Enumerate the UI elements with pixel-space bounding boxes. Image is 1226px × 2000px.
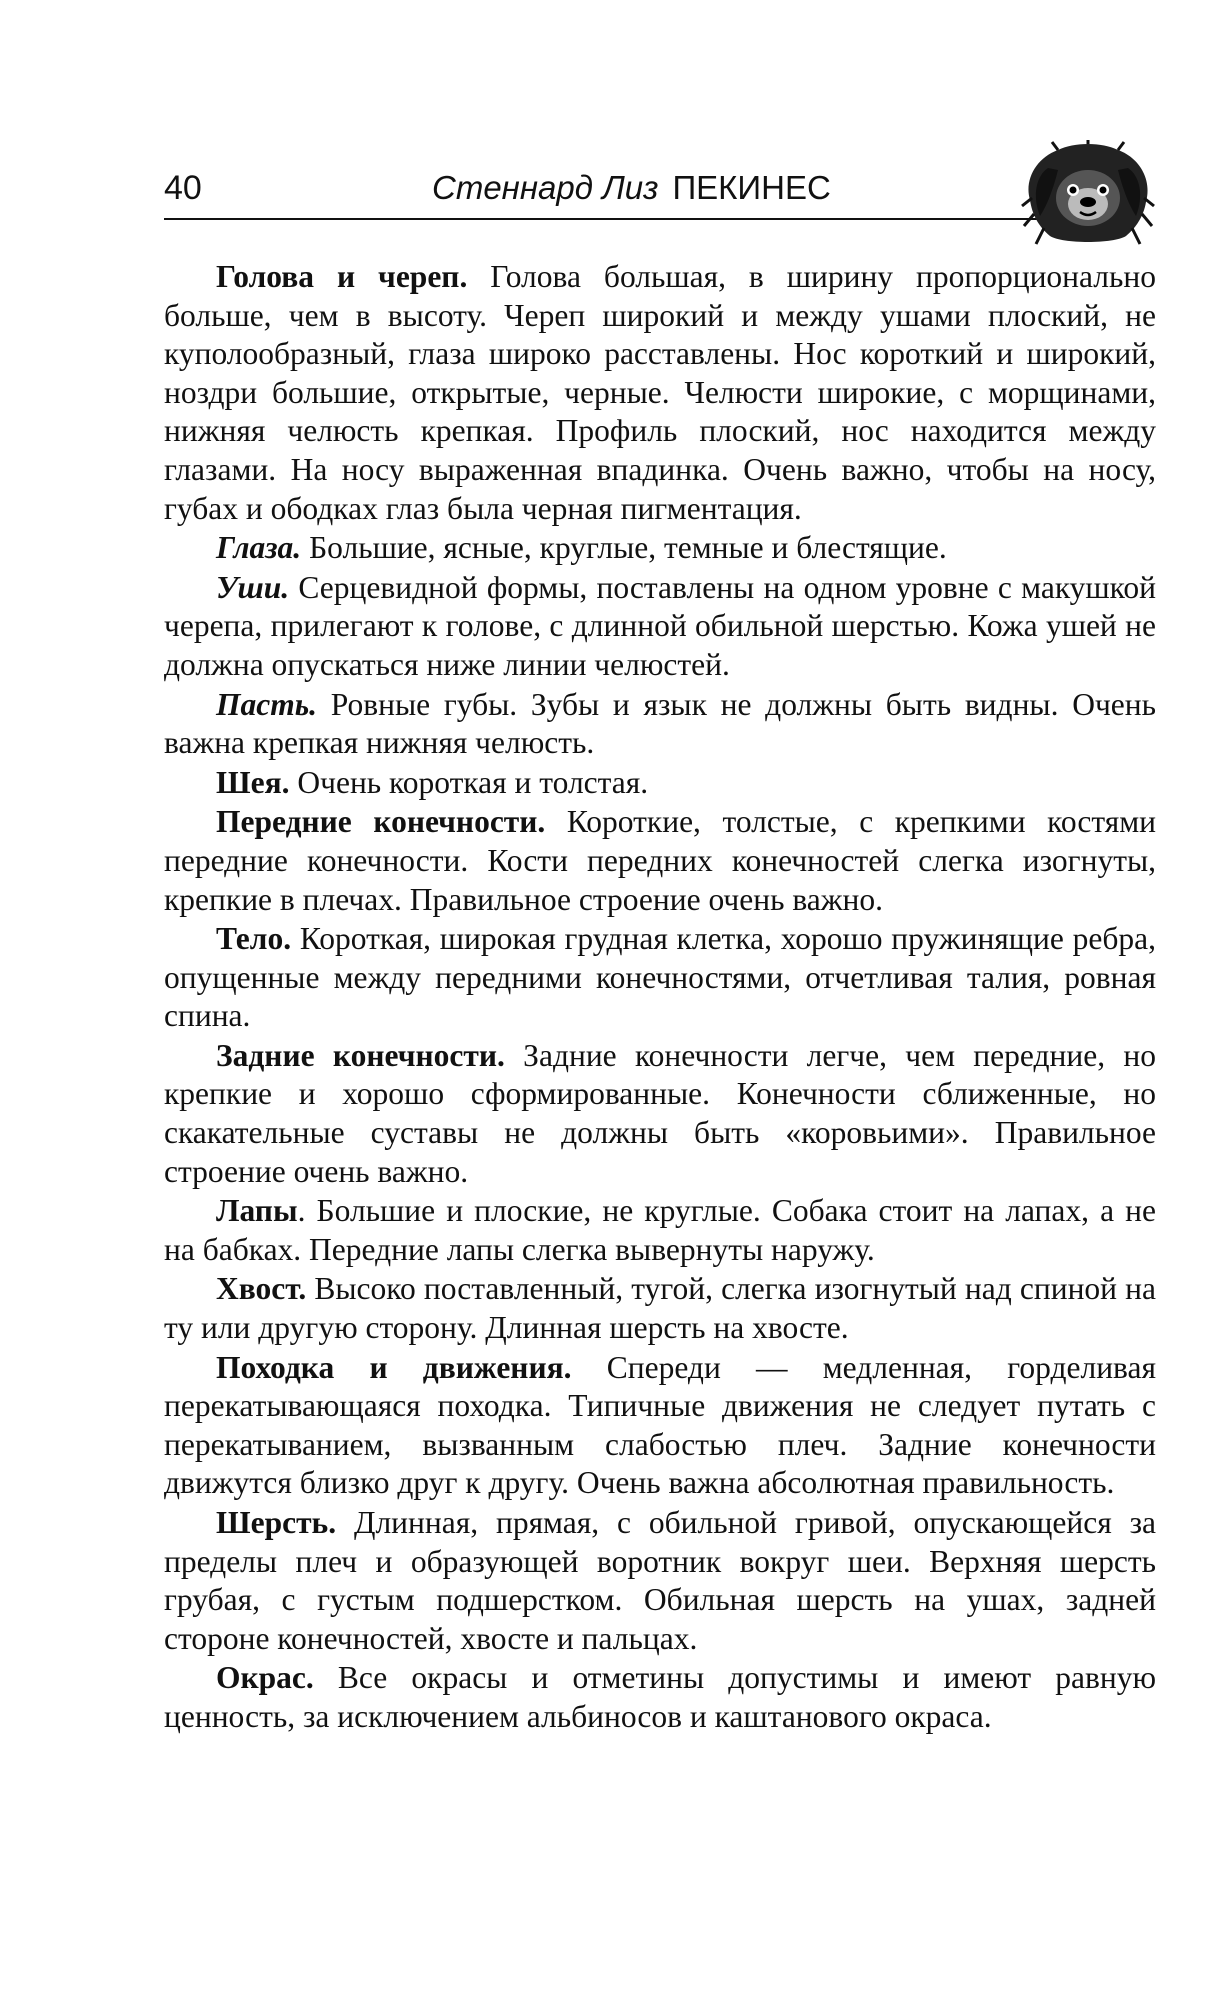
paragraph-text: Серцевидной формы, поставлены на одном уровне с макушкой черепа, прилегают к голове, с длинной обильной шерстью. Кожа ушей не должна опускаться ниже линии челюстей. — [164, 569, 1156, 682]
paragraph-term: Глаза. — [216, 530, 302, 566]
pekingese-head-icon — [1018, 140, 1158, 248]
paragraph-term: Походка и движения. — [216, 1349, 572, 1385]
standard-paragraph — [164, 686, 1156, 763]
book-title: ПЕКИНЕС — [672, 169, 831, 206]
standard-paragraph — [164, 1037, 1156, 1191]
paragraph-term: Хвост. — [216, 1271, 307, 1307]
paragraph-text: Задние конечности легче, чем передние, но крепкие и хорошо сформированные. Конечности сближенные, но скакательные суставы не должны быть «коровьими». Правильное строение очень важно. — [164, 1037, 1156, 1189]
paragraph-term: Передние конечности. — [216, 804, 546, 840]
paragraph-text: . Большие и плоские, не круглые. Собака стоит на лапах, а не на бабках. Передние лапы слегка вывернуты наружу. — [164, 1193, 1156, 1267]
paragraph-text: Длинная, прямая, с обильной гривой, опускающейся за пределы плеч и образующей воротник вокруг шеи. Верхняя шерсть грубая, с густым подшерстком. Обильная шерсть на ушах, задней стороне конечностей, хвосте и пальцах. — [164, 1505, 1156, 1656]
standard-paragraph — [164, 920, 1156, 1036]
paragraph-term: Шея. — [216, 764, 290, 800]
paragraph-text: Очень короткая и толстая. — [289, 764, 649, 800]
standard-paragraph — [164, 529, 1156, 568]
page-number: 40 — [164, 169, 202, 207]
paragraph-term: Задние конечности. — [216, 1037, 505, 1073]
paragraph-text: Короткие, толстые, с крепкими костями передние конечности. Кости передних конечностей слегка изогнуты, крепкие в плечах. Правильное строение очень важно. — [164, 804, 1156, 917]
paragraph-text: Короткая, широкая грудная клетка, хорошо пружинящие ребра, опущенные между передними конечностями, отчетливая талия, ровная спина. — [164, 921, 1156, 1034]
standard-paragraph — [164, 1659, 1156, 1736]
paragraph-text: Голова большая, в ширину пропорционально больше, чем в высоту. Череп широкий и между ушами плоский, не куполообразный, глаза широко расставлены. Нос короткий и широкий, ноздри большие, открытые, черные. Челюсти широкие, с морщинами, нижняя челюсть крепкая. Профиль плоский, нос находится между глазами. На носу выраженная впадинка. Очень важно, чтобы на носу, губах и ободках глаз была черная пигментация. — [164, 259, 1156, 526]
standard-paragraph — [164, 569, 1156, 685]
paragraph-term: Уши. — [216, 569, 290, 605]
paragraph-term: Голова и череп. — [216, 259, 468, 294]
paragraph-text: Спереди — медленная, горделивая перекатывающаяся походка. Типичные движения не следует путать с перекатыванием, вызванным слабостью плеч. Задние конечности движутся близко друг к другу. Очень важна абсолютная правильность. — [164, 1349, 1156, 1501]
paragraph-term: Окрас. — [216, 1660, 314, 1696]
paragraph-text: Все окрасы и отметины допустимы и имеют равную ценность, за исключением альбиносов и каштанового окраса. — [164, 1660, 1156, 1734]
standard-paragraph — [164, 1270, 1156, 1347]
running-head — [432, 168, 831, 208]
paragraph-term: Пасть. — [216, 686, 318, 722]
paragraph-text: Ровные губы. Зубы и язык не должны быть видны. Очень важна крепкая нижняя челюсть. — [164, 686, 1156, 761]
paragraph-term: Шерсть. — [216, 1505, 337, 1540]
standard-paragraph — [164, 803, 1156, 919]
standard-paragraph — [164, 764, 1156, 803]
book-author: Стеннард Лиз — [432, 169, 659, 206]
standard-paragraph — [164, 1192, 1156, 1269]
article-body — [164, 258, 1156, 1738]
paragraph-term: Лапы — [216, 1193, 298, 1229]
paragraph-text: Высоко поставленный, тугой, слегка изогнутый над спиной на ту или другую сторону. Длинная шерсть на хвосте. — [164, 1271, 1156, 1346]
standard-paragraph — [164, 258, 1156, 528]
paragraph-term: Тело. — [216, 921, 292, 957]
running-header — [164, 158, 1054, 220]
paragraph-text: Большие, ясные, круглые, темные и блестящие. — [301, 530, 947, 566]
standard-paragraph — [164, 1504, 1156, 1658]
standard-paragraph — [164, 1349, 1156, 1503]
header-rule — [164, 218, 1064, 220]
